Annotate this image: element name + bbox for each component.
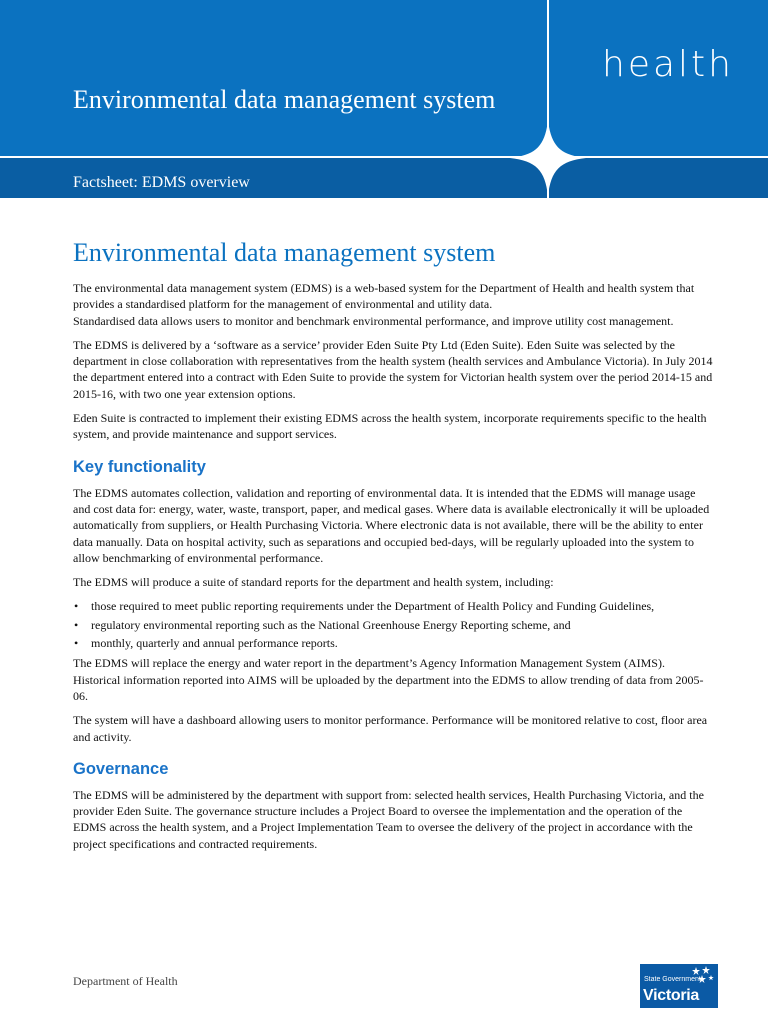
body-paragraph: The EDMS will produce a suite of standard reports for the department and health system, including: bbox=[73, 575, 554, 590]
section-heading-governance: Governance bbox=[73, 759, 169, 778]
intro-paragraph: The environmental data management system (EDMS) is a web-based system for the Department of Health and health system that provides a standardised platform for the management of environmental and utility data. bbox=[73, 281, 695, 312]
victoria-logo bbox=[640, 964, 718, 1008]
main-content bbox=[73, 236, 713, 860]
logo-line-2: Victoria bbox=[643, 987, 699, 1004]
page-subtitle: Factsheet: EDMS overview bbox=[73, 174, 250, 191]
logo-line-1: State Government bbox=[644, 976, 701, 983]
body-paragraph: The EDMS automates collection, validation and reporting of environmental data. It is intended that the EDMS will manage usage and cost data for: energy, water, waste, transport, paper, and medical gases. Where data is available electronically it will be uploaded automatically from suppliers, or Health Purchasing Victoria. Where electronic data is not available, there will be the ability to enter data manually. Data on hospital activity, such as separations and occupied bed-days, will be regularly uploaded into the system to allow benchmarking of environmental performance. bbox=[73, 485, 710, 565]
brand-logo: health bbox=[602, 44, 734, 85]
intro-paragraph: Eden Suite is contracted to implement their existing EDMS across the health system, incorporate requirements specific to the health system, and provide maintenance and support services. bbox=[73, 411, 707, 442]
intro-paragraph: The EDMS is delivered by a ‘software as a service’ provider Eden Suite Pty Ltd (Eden Suite). Eden Suite was selected by the department in close collaboration with representatives from the health system (health services and Ambulance Victoria). In July 2014 the department entered into a contract with Eden Suite to provide the system for Victorian health system over the period 2014-15 and 2015-16, with two one year extension options. bbox=[73, 337, 713, 401]
list-item: • those required to meet public reporting requirements under the Department of Health Policy and Funding Guidelines, bbox=[73, 598, 713, 614]
list-item: • monthly, quarterly and annual performance reports. bbox=[73, 635, 713, 651]
report-list bbox=[73, 598, 713, 651]
footer-department: Department of Health bbox=[73, 974, 178, 988]
sparkle-icon bbox=[508, 118, 588, 198]
section-heading-key-functionality: Key functionality bbox=[73, 457, 206, 476]
body-paragraph: The EDMS will be administered by the department with support from: selected health services, Health Purchasing Victoria, and the provider Eden Suite. The governance structure includes a Project Board to oversee the implementation and the operation of the EDMS across the health system, and a Project Implementation Team to oversee the delivery of the project in accordance with the project specifications and contracted requirements. bbox=[73, 787, 704, 851]
header-banner bbox=[0, 0, 768, 198]
page-title: Environmental data management system bbox=[73, 85, 496, 114]
body-paragraph: The EDMS will replace the energy and water report in the department’s Agency Information Management System (AIMS). Historical information reported into AIMS will be uploaded by the department into the EDMS to allow trending of data from 2005-06. bbox=[73, 656, 704, 703]
list-item: • regulatory environmental reporting such as the National Greenhouse Energy Reporting scheme, and bbox=[73, 617, 713, 633]
main-heading: Environmental data management system bbox=[73, 238, 496, 267]
body-paragraph: The system will have a dashboard allowing users to monitor performance. Performance will be monitored relative to cost, floor area and activity. bbox=[73, 713, 708, 744]
banner-divider bbox=[0, 156, 768, 158]
intro-paragraph: Standardised data allows users to monitor and benchmark environmental performance, and improve utility cost management. bbox=[73, 313, 674, 328]
